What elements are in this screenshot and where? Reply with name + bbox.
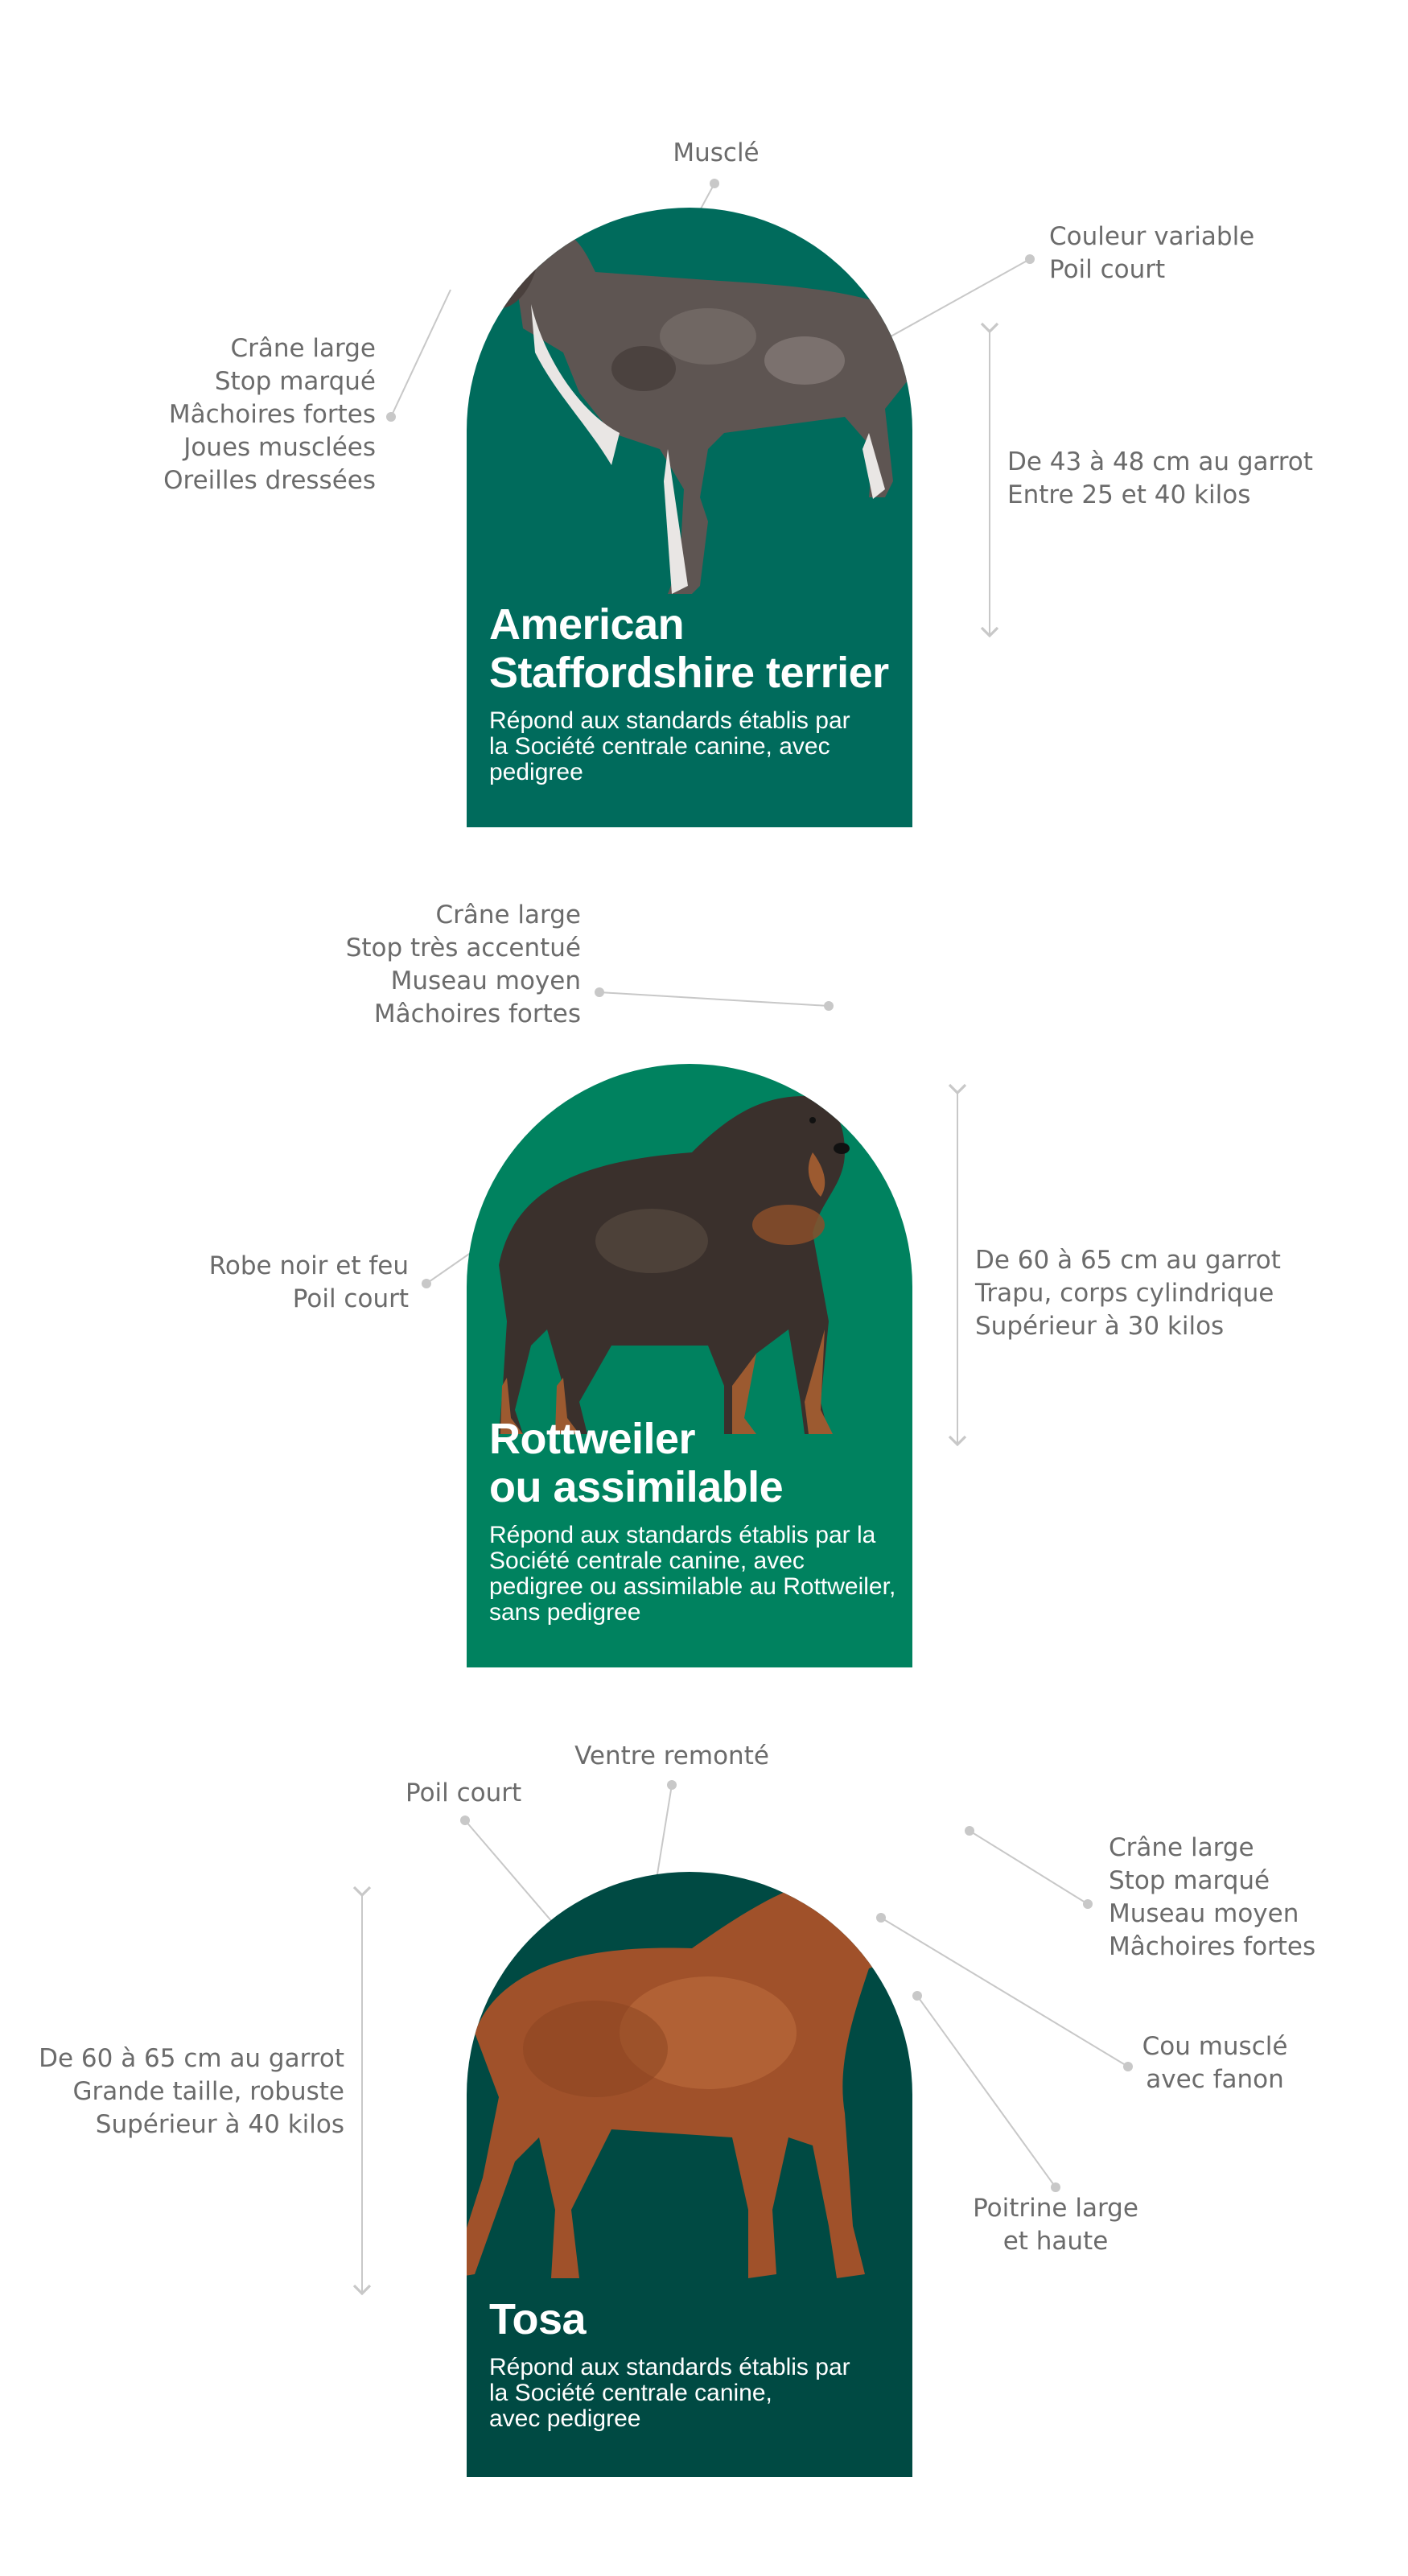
breed-title: American Staffordshire terrier: [489, 600, 889, 697]
label-neck: Cou musclé avec fanon: [1142, 2032, 1288, 2094]
label-head-features: Crâne large Stop marqué Museau moyen Mâchoires fortes: [1109, 1833, 1316, 1961]
breed-description: Répond aux standards établis par la Société centrale canine, avec pedigree ou assimilable au Rottweiler, sans pedigree: [489, 1522, 896, 1626]
label-muscle: Musclé: [673, 138, 760, 167]
label-belly: Ventre remonté: [574, 1741, 769, 1770]
leader-chest-3: [917, 1996, 1056, 2187]
label-head-features: Crâne large Stop marqué Mâchoires fortes Joues musclées Oreilles dressées: [163, 334, 376, 495]
label-size: De 60 à 65 cm au garrot Grande taille, robuste Supérieur à 40 kilos: [39, 2044, 344, 2139]
label-size: De 60 à 65 cm au garrot Trapu, corps cylindrique Supérieur à 30 kilos: [975, 1246, 1281, 1341]
breed-title: Rottweiler ou assimilable: [489, 1415, 784, 1511]
breed-card-rottweiler: [467, 1064, 912, 1667]
leader-neck-3: [881, 1918, 1128, 2067]
leader-head-3: [970, 1831, 1088, 1904]
breed-card-tosa: [467, 1872, 912, 2477]
breed-description: Répond aux standards établis par la Société centrale canine, avec pedigree: [489, 2354, 850, 2432]
label-size: De 43 à 48 cm au garrot Entre 25 et 40 kilos: [1007, 447, 1313, 509]
label-chest: Poitrine large et haute: [973, 2194, 1138, 2256]
breed-card-amstaff: [467, 208, 912, 827]
label-coat: Poil court: [406, 1778, 522, 1807]
leader-head-2: [599, 992, 829, 1006]
label-coat: Robe noir et feu Poil court: [208, 1251, 409, 1313]
breed-description: Répond aux standards établis par la Société centrale canine, avec pedigree: [489, 707, 850, 785]
breed-title: Tosa: [489, 2295, 587, 2343]
label-head-features: Crâne large Stop très accentué Museau moyen Mâchoires fortes: [345, 901, 581, 1028]
label-coat: Couleur variable Poil court: [1049, 222, 1255, 284]
leader-head-1: [391, 290, 451, 417]
